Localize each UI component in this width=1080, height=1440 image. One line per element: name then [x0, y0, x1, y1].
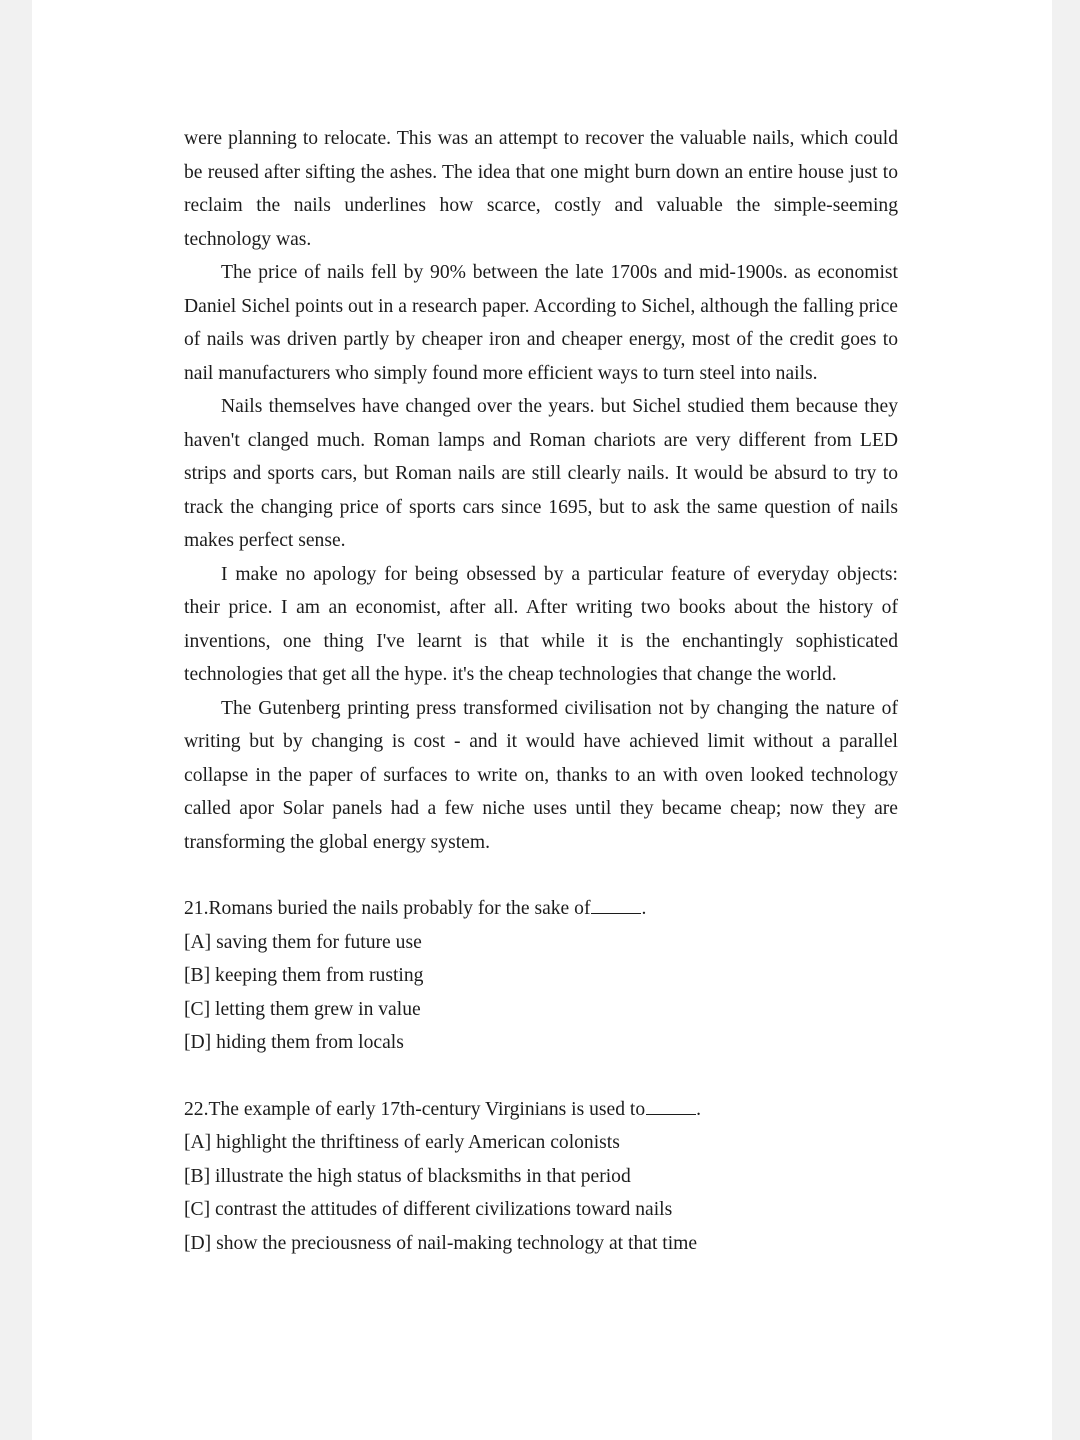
passage-paragraph-2: The price of nails fell by 90% between the late 1700s and mid-1900s. as economist Daniel Sichel points out in a research paper. According to Sichel, although the falling price of nails was driven partly by cheaper iron and cheaper energy, most of the credit goes to nail manufacturers who simply found more efficient ways to turn steel into nails.: [184, 262, 898, 384]
passage-paragraph-1: were planning to relocate. This was an attempt to recover the valuable nails, which could be reused after sifting the ashes. The idea that one might burn down an entire house just to reclaim the nails underlines how scarce, costly and valuable the simple-seeming technology was.: [184, 128, 898, 250]
question-stem-text: 21.Romans buried the nails probably for the sake of: [184, 898, 591, 919]
option-a: [A] highlight the thriftiness of early American colonists: [184, 1132, 620, 1153]
question-22: [184, 1093, 898, 1261]
option-c: [C] letting them grew in value: [184, 998, 421, 1020]
question-21: [184, 892, 898, 1060]
document-page: [32, 0, 1052, 1440]
question-stem-text: 22.The example of early 17th-century Virginians is used to: [184, 1098, 646, 1120]
passage-paragraph-5: The Gutenberg printing press transformed civilisation not by changing the nature of writing but by changing is cost - and it would have achieved limit without a parallel collapse in the paper of surfaces to write on, thanks to an with oven looked technology called apor Solar panels had a few niche uses until they became cheap; now they are transforming the global energy system.: [184, 697, 898, 853]
option-a: [A] saving them for future use: [184, 931, 422, 953]
answer-blank: [646, 1094, 696, 1115]
question-stem-end: .: [696, 1098, 702, 1120]
question-stem-end: .: [641, 898, 647, 919]
answer-blank: [591, 893, 641, 914]
passage-paragraph-4: I make no apology for being obsessed by a particular feature of everyday objects: their price. I am an economist, after all. After writing two books about the history of inventions, one thing I've learnt is that while it is the enchantingly sophisticated technologies that get all the hype. it's the cheap technologies that change the world.: [184, 563, 898, 685]
option-b: [B] keeping them from rusting: [184, 965, 424, 986]
option-c: [C] contrast the attitudes of different civilizations toward nails: [184, 1199, 673, 1220]
page-content: [184, 122, 898, 1260]
option-d: [D] hiding them from locals: [184, 1032, 404, 1053]
option-b: [B] illustrate the high status of blacksmiths in that period: [184, 1165, 631, 1187]
question-stem: [184, 892, 898, 926]
option-d: [D] show the preciousness of nail-making technology at that time: [184, 1232, 698, 1254]
question-stem: [184, 1093, 898, 1127]
passage-paragraph-3: Nails themselves have changed over the years. but Sichel studied them because they haven't clanged much. Roman lamps and Roman chariots are very different from LED strips and sports cars, but Roman nails are still clearly nails. It would be absurd to try to track the changing price of sports cars since 1695, but to ask the same question of nails makes perfect sense.: [184, 396, 898, 551]
